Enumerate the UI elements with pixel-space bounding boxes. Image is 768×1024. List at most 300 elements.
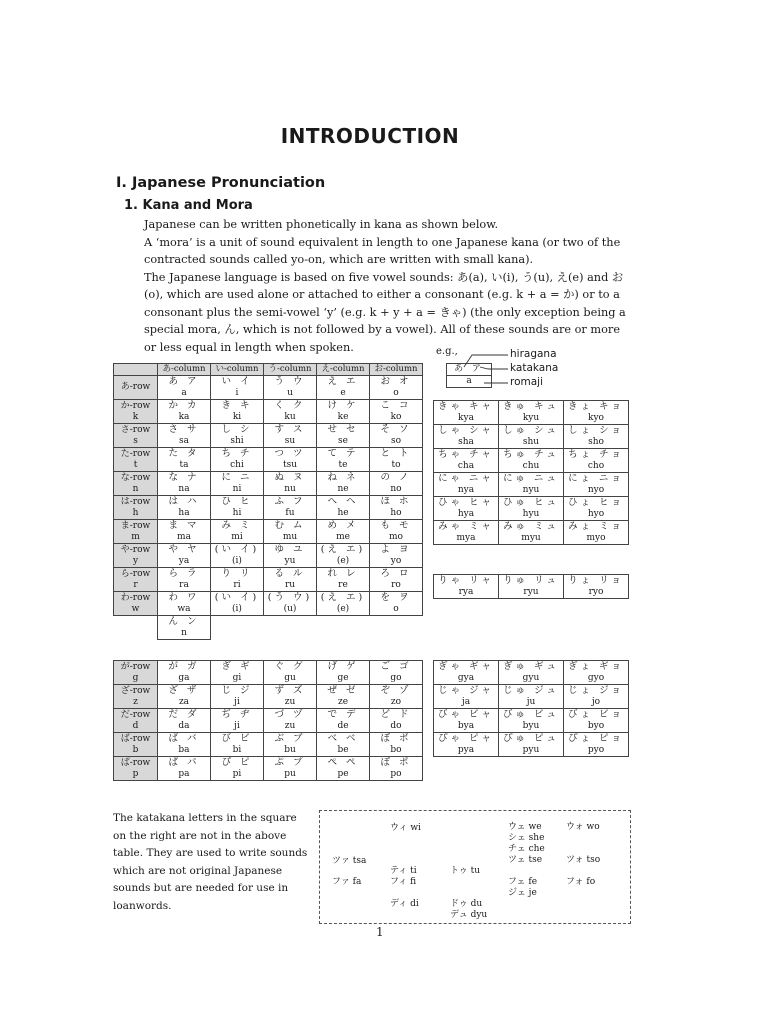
kana-pair: にゃ ニャ [438, 473, 494, 484]
romaji: n [181, 627, 187, 638]
romaji: zo [390, 696, 402, 707]
kana-cell [434, 521, 499, 545]
kana-cell [499, 425, 564, 449]
kana-pair: み ミ [221, 520, 253, 531]
row-consonant: d [132, 720, 139, 731]
kana-pair: びょ ビョ [567, 709, 625, 720]
kana-pair: ぬ ヌ [274, 472, 306, 483]
row-consonant: y [132, 555, 139, 566]
table-row [114, 685, 423, 709]
column-header: え-column [317, 364, 370, 376]
kana-cell [211, 448, 264, 472]
romaji: rya [458, 586, 474, 597]
row-label: ば-row [120, 734, 151, 744]
kana-pair: び ビ [221, 733, 253, 744]
romaji: po [390, 768, 402, 779]
kana-pair: みょ ミョ [568, 521, 624, 532]
kana-cell [317, 733, 370, 757]
romaji: nyu [522, 484, 540, 495]
table-row [434, 685, 629, 709]
kana-cell [434, 709, 499, 733]
row-consonant: k [132, 411, 139, 422]
loanword-ti: ティ ti [390, 866, 417, 876]
kana-cell [264, 661, 317, 685]
intro-text [144, 216, 628, 356]
row-label: わ-row [120, 593, 151, 603]
corner-cell [114, 364, 158, 376]
kana-cell [370, 661, 423, 685]
table-row [434, 521, 629, 545]
kana-pair: しょ ショ [568, 425, 624, 436]
kana-cell [499, 685, 564, 709]
romaji: to [391, 459, 401, 470]
loanword-wi: ウィ wi [390, 823, 421, 833]
row-header [114, 424, 158, 448]
romaji: o [393, 387, 399, 398]
romaji: ze [337, 696, 349, 707]
romaji: ryo [588, 586, 604, 597]
row-header [114, 376, 158, 400]
kana-cell [499, 401, 564, 425]
romaji: ya [178, 555, 190, 566]
kana-cell [317, 376, 370, 400]
romaji: kya [458, 412, 474, 423]
romaji: he [337, 507, 349, 518]
kana-pair: にょ ニョ [568, 473, 624, 484]
table-row [114, 757, 423, 781]
romaji: ke [337, 411, 349, 422]
loanword-fa: ファ fa [332, 877, 362, 887]
romaji: ho [390, 507, 402, 518]
romaji: na [178, 483, 190, 494]
romaji: (i) [232, 603, 242, 614]
row-header [114, 709, 158, 733]
kana-pair: を ヲ [380, 592, 412, 603]
romaji: be [337, 744, 349, 755]
romaji: me [336, 531, 350, 542]
legend-katakana: katakana [510, 362, 559, 374]
kana-pair: ら ラ [168, 568, 200, 579]
kana-cell [264, 496, 317, 520]
row-consonant: t [133, 459, 138, 470]
column-header: お-column [370, 364, 423, 376]
romaji: ne [337, 483, 349, 494]
kana-pair: も モ [380, 520, 412, 531]
romaji: ni [232, 483, 242, 494]
kana-pair: じゅ ジュ [503, 685, 559, 696]
romaji: do [390, 720, 402, 731]
row-label: が-row [120, 662, 151, 672]
kana-cell [564, 661, 629, 685]
empty-cell [211, 616, 264, 640]
gojuon-table [113, 363, 423, 640]
row-label: ま-row [120, 521, 151, 531]
romaji: ru [284, 579, 296, 590]
row-label: や-row [120, 545, 151, 555]
voiced-table [113, 660, 423, 781]
subsection-heading: 1. Kana and Mora [124, 198, 253, 213]
loanword-fe: フェ fe [508, 877, 538, 887]
kana-pair: (う ウ) [267, 592, 313, 603]
kana-cell [264, 400, 317, 424]
kana-cell [370, 592, 423, 616]
kana-pair: と ト [380, 448, 412, 459]
table-row [114, 592, 423, 616]
table-row [114, 709, 423, 733]
kana-cell [317, 520, 370, 544]
kana-pair: う ウ [274, 376, 306, 387]
yoon-table [433, 400, 629, 545]
kana-cell [370, 685, 423, 709]
romaji: gi [232, 672, 242, 683]
kana-pair: せ セ [327, 424, 359, 435]
romaji: bo [390, 744, 402, 755]
kana-pair: ぎゃ ギャ [437, 661, 495, 672]
loanword-di: ディ di [390, 899, 419, 909]
romaji: jo [591, 696, 601, 707]
table-row [434, 709, 629, 733]
example-label: e.g., [436, 346, 458, 357]
romaji: u [287, 387, 293, 398]
empty-cell [114, 616, 158, 640]
kana-pair: ぞ ゾ [380, 685, 412, 696]
kana-cell [499, 473, 564, 497]
kana-pair: ば バ [168, 733, 200, 744]
romaji: ge [337, 672, 349, 683]
kana-pair: ちょ チョ [568, 449, 624, 460]
column-header: う-column [264, 364, 317, 376]
kana-cell [158, 520, 211, 544]
kana-pair: ん ン [168, 616, 200, 627]
romaji: kyo [588, 412, 604, 423]
kana-pair: ほ ホ [380, 496, 412, 507]
row-consonant: g [132, 672, 139, 683]
kana-pair: ぺ ペ [327, 757, 359, 768]
kana-pair: ちゅ チュ [503, 449, 559, 460]
ryoon-table [433, 574, 629, 599]
kana-cell [370, 400, 423, 424]
kana-cell [211, 733, 264, 757]
kana-cell [434, 425, 499, 449]
kana-cell [564, 575, 629, 599]
kana-cell [564, 449, 629, 473]
kana-pair: た タ [168, 448, 200, 459]
table-row [434, 733, 629, 757]
romaji: ku [284, 411, 296, 422]
romaji: ko [390, 411, 402, 422]
loanword-tso: ツォ tso [566, 855, 601, 865]
column-header: い-column [211, 364, 264, 376]
romaji: nyo [587, 484, 605, 495]
kana-cell [370, 568, 423, 592]
romaji: ma [177, 531, 191, 542]
romaji: sha [458, 436, 474, 447]
row-header [114, 472, 158, 496]
kana-pair: ぐ グ [274, 661, 306, 672]
romaji: zu [284, 720, 296, 731]
kana-pair: げ ゲ [327, 661, 359, 672]
kana-pair: ゆ ユ [274, 544, 306, 555]
row-label: ぱ-row [120, 758, 151, 768]
row-header [114, 661, 158, 685]
kana-cell [317, 709, 370, 733]
row-label: あ-row [120, 382, 151, 393]
page-number: 1 [376, 925, 384, 939]
kana-pair: い イ [221, 376, 253, 387]
kana-pair: や ヤ [168, 544, 200, 555]
kana-cell [564, 497, 629, 521]
table-row [114, 400, 423, 424]
kana-cell [434, 575, 499, 599]
row-header [114, 568, 158, 592]
kana-cell [264, 685, 317, 709]
romaji: so [390, 435, 402, 446]
loanword-tsa: ツァ tsa [332, 856, 367, 866]
romaji: pu [284, 768, 296, 779]
table-row [434, 449, 629, 473]
kana-pair: ひ ヒ [221, 496, 253, 507]
kana-cell [317, 661, 370, 685]
romaji: pe [337, 768, 349, 779]
kana-pair: ちゃ チャ [438, 449, 494, 460]
romaji: pa [178, 768, 190, 779]
row-header [114, 733, 158, 757]
row-consonant: m [131, 531, 140, 542]
kana-cell [158, 685, 211, 709]
kana-pair: ぜ ゼ [327, 685, 359, 696]
kana-pair: て テ [327, 448, 359, 459]
romaji: ha [178, 507, 190, 518]
kana-pair: (え エ) [320, 544, 366, 555]
kana-cell [370, 757, 423, 781]
table-row [114, 424, 423, 448]
legend-hiragana: hiragana [510, 348, 557, 360]
romaji: sho [588, 436, 604, 447]
kana-pair: ろ ロ [380, 568, 412, 579]
romaji: ba [178, 744, 190, 755]
kana-pair: りょ リョ [568, 575, 624, 586]
romaji: byu [522, 720, 540, 731]
row-header [114, 448, 158, 472]
row-header [114, 757, 158, 781]
kana-pair: が ガ [168, 661, 200, 672]
table-row [114, 472, 423, 496]
kana-cell [158, 568, 211, 592]
kana-pair: め メ [327, 520, 359, 531]
romaji: ryu [523, 586, 539, 597]
kana-cell [211, 661, 264, 685]
kana-cell [211, 520, 264, 544]
romaji: hyu [522, 508, 540, 519]
kana-pair: こ コ [380, 400, 412, 411]
kana-cell [264, 376, 317, 400]
kana-pair: り リ [221, 568, 253, 579]
kana-cell [264, 709, 317, 733]
romaji: ga [178, 672, 190, 683]
row-header [114, 592, 158, 616]
kana-cell [370, 472, 423, 496]
romaji: fu [285, 507, 295, 518]
loanword-tu: トゥ tu [450, 866, 481, 876]
kana-pair: き キ [221, 400, 253, 411]
kana-pair: そ ソ [380, 424, 412, 435]
kana-pair: に ニ [221, 472, 253, 483]
paragraph-1: Japanese can be written phonetically in kana as shown below. [144, 218, 499, 231]
romaji: se [338, 435, 348, 446]
kana-pair: か カ [168, 400, 200, 411]
kana-cell [434, 449, 499, 473]
kana-pair: じゃ ジャ [438, 685, 494, 696]
romaji: yu [284, 555, 296, 566]
kana-cell [370, 496, 423, 520]
kana-cell [158, 709, 211, 733]
kana-pair: ぽ ポ [380, 757, 412, 768]
kana-cell [317, 424, 370, 448]
kana-cell [434, 733, 499, 757]
romaji: shi [230, 435, 244, 446]
romaji: ro [391, 579, 401, 590]
romaji: gya [457, 672, 475, 683]
romaji: a [181, 387, 187, 398]
kana-cell [499, 661, 564, 685]
loanword-dyu: デュ dyu [450, 910, 488, 920]
romaji: ka [178, 411, 190, 422]
romaji: (u) [283, 603, 297, 614]
kana-pair: りゃ リャ [438, 575, 494, 586]
kana-pair: ぴ ピ [221, 757, 253, 768]
kana-pair: ぷ プ [274, 757, 306, 768]
romaji: pya [457, 744, 475, 755]
loanword-we: ウェ we [508, 822, 542, 832]
kana-cell [564, 733, 629, 757]
romaji: pi [232, 768, 242, 779]
romaji: hyo [587, 508, 605, 519]
romaji: yo [390, 555, 402, 566]
table-row [114, 661, 423, 685]
kana-cell [499, 497, 564, 521]
romaji: za [178, 696, 190, 707]
kana-pair: しゅ シュ [503, 425, 559, 436]
paragraph-3: The Japanese language is based on five vowel sounds: あ(a), い(i), う(u), え(e) and お(o), which are used alone or attached to either a consonant (e.g. k + a = か) or to a consonant plus the semi-vowel ‘y’ (e.g. k + y + a = きゃ) (the only exception being a special mora, ん, which is not followed by a vowel). All of these sounds are or more or less equal in length when spoken. [144, 270, 626, 354]
kana-cell [158, 472, 211, 496]
kana-cell [158, 376, 211, 400]
kana-cell [317, 568, 370, 592]
romaji: o [393, 603, 399, 614]
kana-cell [370, 448, 423, 472]
romaji: ju [526, 696, 536, 707]
romaji: wa [177, 603, 191, 614]
kana-cell [499, 575, 564, 599]
kana-cell [370, 424, 423, 448]
kana-pair: ぼ ボ [380, 733, 412, 744]
row-label: さ-row [120, 425, 151, 435]
row-label: か-row [120, 401, 151, 411]
kana-pair: へ ヘ [327, 496, 359, 507]
romaji: gu [284, 672, 296, 683]
table-row [434, 401, 629, 425]
kana-cell [434, 401, 499, 425]
romaji: kyu [522, 412, 540, 423]
romaji: hi [232, 507, 242, 518]
row-label: な-row [120, 473, 151, 483]
romaji: ra [179, 579, 189, 590]
kana-pair: く ク [274, 400, 306, 411]
kana-cell [434, 473, 499, 497]
kana-cell [499, 521, 564, 545]
row-label: ざ-row [120, 686, 151, 696]
kana-cell [564, 521, 629, 545]
kana-cell [158, 448, 211, 472]
kana-pair: きゅ キュ [502, 401, 560, 412]
kana-pair: (い イ) [214, 544, 260, 555]
romaji: chi [230, 459, 244, 470]
table-row [114, 733, 423, 757]
kana-cell [158, 400, 211, 424]
voiced-yoon-table [433, 660, 629, 757]
kana-pair: ひゅ ヒュ [502, 497, 560, 508]
romaji: bi [232, 744, 242, 755]
kana-pair: る ル [274, 568, 306, 579]
row-consonant: z [133, 696, 138, 707]
kana-cell [211, 424, 264, 448]
kana-cell [499, 733, 564, 757]
kana-pair: れ レ [327, 568, 359, 579]
row-header [114, 544, 158, 568]
kana-cell [211, 568, 264, 592]
kana-cell [317, 544, 370, 568]
kana-cell [434, 661, 499, 685]
romaji: mu [282, 531, 298, 542]
romaji: myu [521, 532, 541, 543]
kana-cell [264, 733, 317, 757]
kana-pair: にゅ ニュ [503, 473, 559, 484]
romaji: shu [522, 436, 540, 447]
romaji: (e) [336, 555, 350, 566]
kana-cell [264, 568, 317, 592]
kana-pair: ま マ [168, 520, 200, 531]
kana-cell [434, 685, 499, 709]
kana-pair: え エ [327, 376, 359, 387]
kana-cell [370, 733, 423, 757]
romaji: ja [461, 696, 471, 707]
romaji: hya [457, 508, 475, 519]
kana-pair: きょ キョ [567, 401, 625, 412]
table-row [434, 575, 629, 599]
kana-pair: づ ヅ [274, 709, 306, 720]
kana-pair: みゅ ミュ [503, 521, 559, 532]
loanword-fo: フォ fo [566, 877, 596, 887]
row-header [114, 400, 158, 424]
romaji: byo [587, 720, 605, 731]
kana-pair: ぴょ ピョ [567, 733, 625, 744]
kana-pair: ぎ ギ [221, 661, 253, 672]
kana-cell [158, 757, 211, 781]
kana-cell [264, 472, 317, 496]
kana-cell [564, 473, 629, 497]
kana-pair: (い イ) [214, 592, 260, 603]
kana-cell [211, 472, 264, 496]
row-consonant: b [132, 744, 139, 755]
loanword-she: シェ she [508, 833, 545, 843]
kana-pair: よ ヨ [380, 544, 412, 555]
romaji: sa [179, 435, 189, 446]
kana-pair: きゃ キャ [437, 401, 495, 412]
row-label: ら-row [120, 569, 151, 579]
row-header [114, 496, 158, 520]
kana-pair: つ ツ [274, 448, 306, 459]
table-row [114, 544, 423, 568]
kana-pair: な ナ [168, 472, 200, 483]
